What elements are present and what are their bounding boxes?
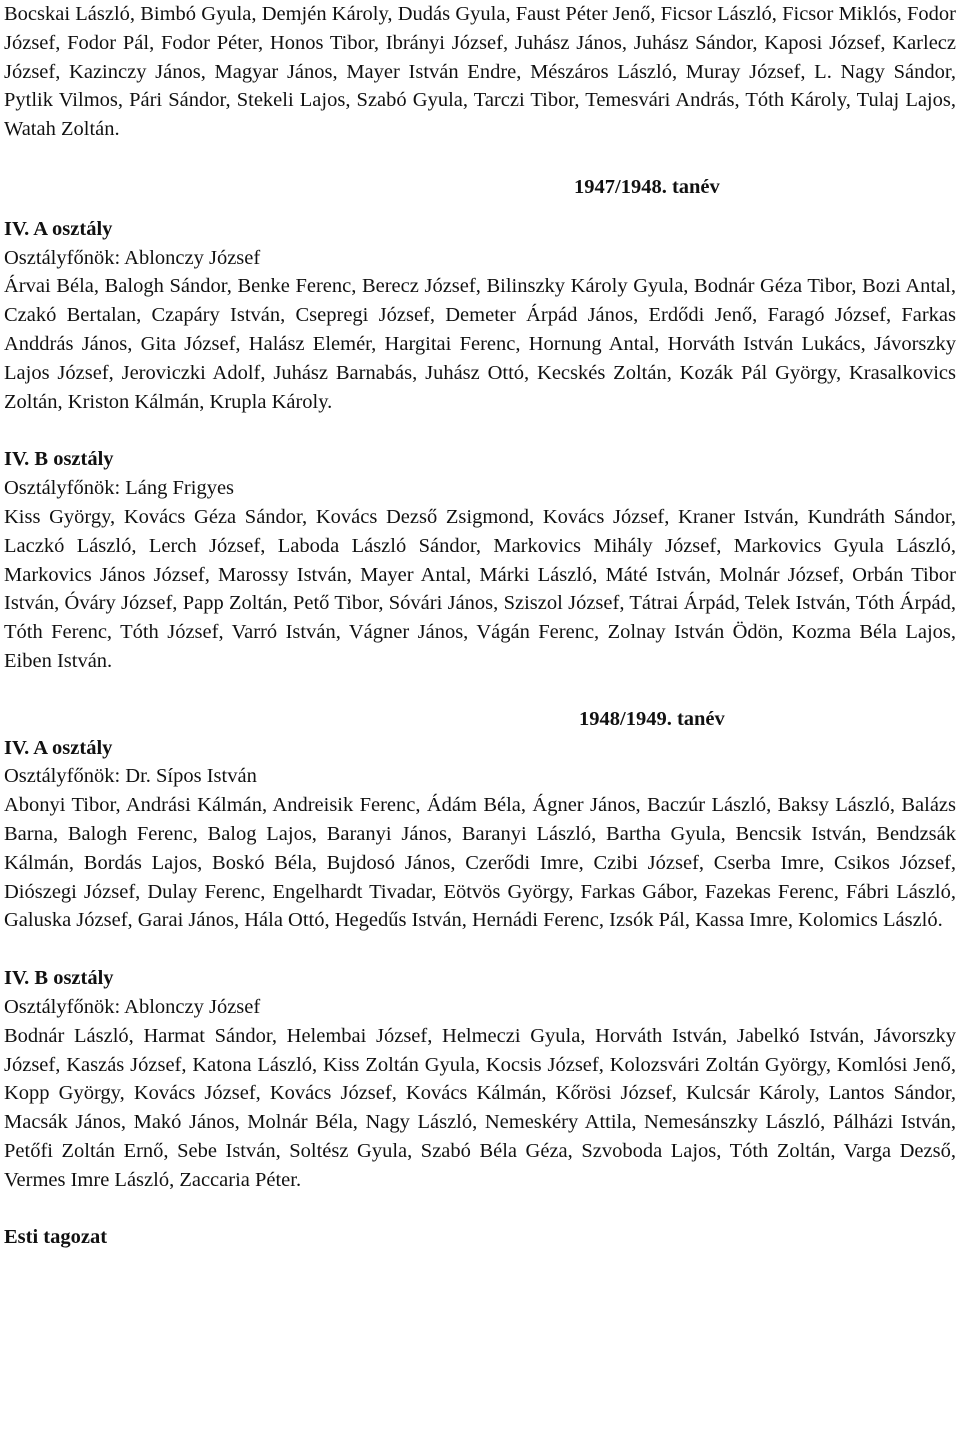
class-student-list: Árvai Béla, Balogh Sándor, Benke Ferenc, Berecz József, Bilinszky Károly Gyula, Bodnár Géza Tibor, Bozi Antal, Czakó Bertalan, Czapáry István, Csepregi József, Demeter Árpád János, Erdődi Jenő, Faragó József, Farkas Anddrás János, Gita József, Halász Elemér, Hargitai Ferenc, Hornung Antal, Horváth István Lukács, Jávorszky Lajos József, Jeroviczki Adolf, Juhász Barnabás, Juhász Ottó, Kecskés Zoltán, Kozák Pál György, Krasalkovics Zoltán, Kriston Kálmán, Krupla Károly. <box>4 275 956 413</box>
school-year-heading: 1947/1948. tanév <box>574 175 720 198</box>
class-title: IV. B osztály <box>4 448 114 471</box>
school-year-heading: 1948/1949. tanév <box>579 707 725 730</box>
class-teacher: Osztályfőnök: Dr. Sípos István <box>4 765 257 788</box>
class-title: IV. B osztály <box>4 967 114 990</box>
class-student-list: Bodnár László, Harmat Sándor, Helembai József, Helmeczi Gyula, Horváth István, Jabelkó István, Jávorszky József, Kaszás József, Katona László, Kiss Zoltán Gyula, Kocsis József, Kolozsvári Zoltán György, Komlósi Jenő, Kopp György, Kovács József, Kovács József, Kovács Kálmán, Kőrösi József, Kulcsár Károly, Lantos Sándor, Macsák János, Makó János, Molnár Béla, Nagy László, Nemeskéry Attila, Nemesánszky László, Pálházi István, Petőfi Zoltán Ernő, Sebe István, Soltész Gyula, Szabó Béla Géza, Szvoboda Lajos, Tóth Zoltán, Varga Dezső, Vermes Imre László, Zaccaria Péter. <box>4 1024 956 1191</box>
evening-section-title: Esti tagozat <box>4 1226 108 1249</box>
class-student-list: Abonyi Tibor, Andrási Kálmán, Andreisik Ferenc, Ádám Béla, Ágner János, Baczúr László, Baksy László, Balázs Barna, Balogh Ferenc, Balog Lajos, Baranyi János, Baranyi László, Bartha Gyula, Bencsik István, Bendzsák Kálmán, Bordás Lajos, Boskó Béla, Bujdosó János, Czerődi Imre, Czibi József, Cserba Imre, Csikos József, Diószegi József, Dulay Ferenc, Engelhardt Tivadar, Eötvös György, Farkas Gábor, Fazekas Ferenc, Fábri László, Galuska József, Garai János, Hála Ottó, Hegedűs István, Hernádi Ferenc, Izsók Pál, Kassa Imre, Kolomics László. <box>4 794 956 932</box>
intro-student-list: Bocskai László, Bimbó Gyula, Demjén Károly, Dudás Gyula, Faust Péter Jenő, Ficsor László, Ficsor Miklós, Fodor József, Fodor Pál, Fodor Péter, Honos Tibor, Ibrányi József, Juhász János, Juhász Sándor, Kaposi József, Karlecz József, Kazinczy János, Magyar János, Mayer István Endre, Mészáros László, Muray József, L. Nagy Sándor, Pytlik Vilmos, Pári Sándor, Stekeli Lajos, Szabó Gyula, Tarczi Tibor, Temesvári András, Tóth Károly, Tulaj Lajos, Watah Zoltán. <box>4 3 956 141</box>
class-teacher: Osztályfőnök: Ablonczy József <box>4 246 261 269</box>
class-student-list: Kiss György, Kovács Géza Sándor, Kovács Dezső Zsigmond, Kovács József, Kraner István, Kundráth Sándor, Laczkó László, Lerch József, Laboda László Sándor, Markovics Mihály József, Markovics Gyula László, Markovics János József, Marossy István, Mayer Antal, Márki László, Máté István, Molnár József, Orbán Tibor István, Óváry József, Papp Zoltán, Pető Tibor, Sóvári János, Sziszol József, Tátrai Árpád, Telek István, Tóth Árpád, Tóth Ferenc, Tóth József, Varró István, Vágner János, Vágán Ferenc, Zolnay István Ödön, Kozma Béla Lajos, Eiben István. <box>4 505 956 672</box>
class-teacher: Osztályfőnök: Láng Frigyes <box>4 477 235 500</box>
class-title: IV. A osztály <box>4 217 113 240</box>
class-title: IV. A osztály <box>4 736 113 759</box>
class-teacher: Osztályfőnök: Ablonczy József <box>4 995 261 1018</box>
document-page <box>4 0 956 1252</box>
